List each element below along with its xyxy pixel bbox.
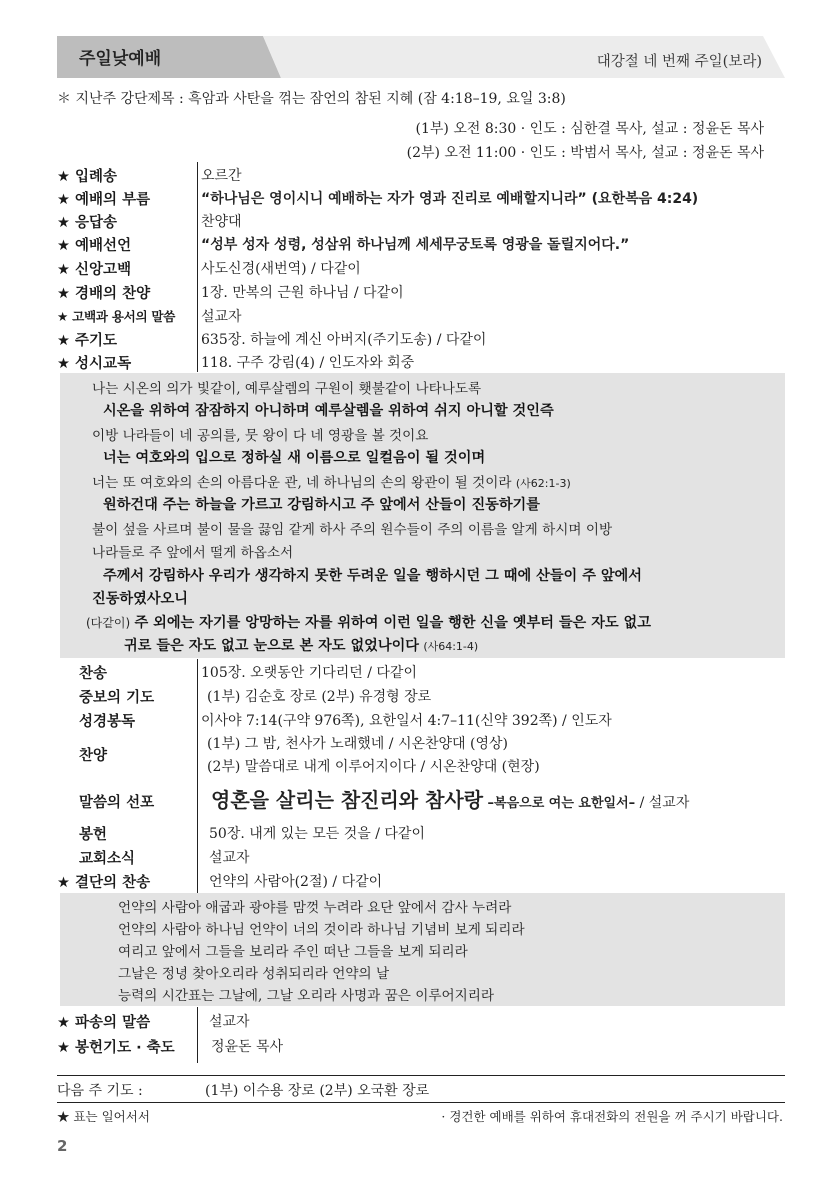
divider-line xyxy=(197,1007,198,1063)
reading-line: 귀로 들은 자도 없고 눈으로 본 자도 없었나이다 (사64:1-4) xyxy=(124,638,479,654)
reading-line: 원하건대 주는 하늘을 가르고 강림하시고 주 앞에서 산들이 진동하기를 xyxy=(103,497,540,513)
divider-line xyxy=(197,162,198,372)
order-value: 설교자 xyxy=(209,850,250,866)
order-value: 50장. 내게 있는 모든 것을 / 다같이 xyxy=(209,826,425,842)
order-label: ★ 예배선언 xyxy=(57,238,132,254)
reading-line: 나라들로 주 앞에서 떨게 하옵소서 xyxy=(92,545,294,561)
order-value: “성부 성자 성령, 성삼위 하나님께 세세무궁토록 영광을 돌릴지어다.” xyxy=(201,237,630,253)
last-week-sermon: ＊ 지난주 강단제목 : 흑암과 사탄을 꺾는 잠언의 참된 지혜 (잠 4:18–19, 요일 3:8) xyxy=(57,91,566,107)
section-title: 주일낮예배 xyxy=(79,49,162,69)
phone-note: · 경건한 예배를 위하여 휴대전화의 전원을 꺼 주시기 바랍니다. xyxy=(441,1109,783,1124)
order-label: 찬송 xyxy=(79,666,108,682)
reading-line: 너는 여호와의 입으로 정하실 새 이름으로 일컬음이 될 것이며 xyxy=(103,450,486,466)
order-value: (1부) 그 밤, 천사가 노래했네 / 시온찬양대 (영상) xyxy=(207,736,508,752)
order-label: 봉헌 xyxy=(79,827,108,843)
order-value: 찬양대 xyxy=(201,214,242,230)
order-value: 오르간 xyxy=(201,168,242,184)
order-value: “하나님은 영이시니 예배하는 자가 영과 진리로 예배할지니라” (요한복음 4:24) xyxy=(201,191,699,207)
lyric-line: 언약의 사람아 애굽과 광야를 맘껏 누려라 요단 앞에서 감사 누려라 xyxy=(118,900,512,916)
reading-line: 나는 시온의 의가 빛같이, 예루살렘의 구원이 횃불같이 나타나도록 xyxy=(92,381,482,397)
page-number: 2 xyxy=(57,1137,68,1155)
order-value: 635장. 하늘에 계신 아버지(주기도송) / 다같이 xyxy=(201,332,487,348)
order-value: (2부) 말씀대로 내게 이루어지이다 / 시온찬양대 (현장) xyxy=(207,759,540,775)
order-value: 설교자 xyxy=(201,309,242,325)
lyric-line: 능력의 시간표는 그날에, 그날 오리라 사명과 꿈은 이루어지리라 xyxy=(118,988,494,1004)
order-label: ★ 주기도 xyxy=(57,333,118,349)
order-label: 말씀의 선포 xyxy=(79,795,155,811)
lyric-line: 그날은 정녕 찾아오리라 성취되리라 언약의 날 xyxy=(118,966,390,982)
order-label: ★ 경배의 찬양 xyxy=(57,286,151,302)
footer-rule xyxy=(57,1075,785,1076)
service-2: (2부) 오전 11:00 · 인도 : 박범서 목사, 설교 : 정윤돈 목사 xyxy=(406,145,764,161)
order-label: ★ 예배의 부름 xyxy=(57,192,151,208)
order-value: (1부) 김순호 장로 (2부) 유경형 장로 xyxy=(207,689,432,705)
order-value: 이사야 7:14(구약 976쪽), 요한일서 4:7–11(신약 392쪽) / 인도자 xyxy=(201,713,612,729)
order-label: ★ 봉헌기도 · 축도 xyxy=(57,1040,175,1056)
order-value: 105장. 오랫동안 기다리던 / 다같이 xyxy=(201,665,417,681)
reading-line: 이방 나라들이 네 공의를, 뭇 왕이 다 네 영광을 볼 것이요 xyxy=(92,428,429,444)
order-label: 성경봉독 xyxy=(79,714,136,730)
next-prayer-label: 다음 주 기도 : xyxy=(57,1083,143,1099)
reading-line: 너는 또 여호와의 손의 아름다운 관, 네 하나님의 손의 왕관이 될 것이라 (사62:1-3) xyxy=(92,475,571,491)
header-subtitle: 대강절 네 번째 주일(보라) xyxy=(596,54,762,70)
order-label: ★ 고백과 용서의 말씀 xyxy=(57,309,176,324)
stand-note: ★ 표는 일어서서 xyxy=(57,1109,150,1124)
lyric-line: 여리고 앞에서 그들을 보리라 주인 떠난 그들을 보게 되리라 xyxy=(118,944,468,960)
order-value: 1장. 만복의 근원 하나님 / 다같이 xyxy=(201,285,404,301)
order-value: 언약의 사람아(2절) / 다같이 xyxy=(209,874,383,890)
order-label: ★ 신앙고백 xyxy=(57,262,132,278)
service-1: (1부) 오전 8:30 · 인도 : 심한결 목사, 설교 : 정윤돈 목사 xyxy=(415,121,764,137)
order-value: 118. 구주 강림(4) / 인도자와 회중 xyxy=(201,355,415,371)
order-value: 설교자 xyxy=(209,1014,250,1030)
reading-line: 주께서 강림하사 우리가 생각하지 못한 두려운 일을 행하시던 그 때에 산들이 주 앞에서 xyxy=(103,568,642,584)
order-label: ★ 응답송 xyxy=(57,215,118,231)
lyric-line: 언약의 사람아 하나님 언약이 너의 것이라 하나님 기념비 보게 되리라 xyxy=(118,922,525,938)
order-value: 사도신경(새번역) / 다같이 xyxy=(201,261,361,277)
order-label: ★ 파송의 말씀 xyxy=(57,1015,151,1031)
next-prayer-value: (1부) 이수용 장로 (2부) 오국환 장로 xyxy=(205,1083,430,1099)
reading-line: 불이 섶을 사르며 불이 물을 끓임 같게 하사 주의 원수들이 주의 이름을 알게 하시며 이방 xyxy=(92,522,613,538)
order-label: ★ 결단의 찬송 xyxy=(57,875,151,891)
reading-line: (다같이) 주 외에는 자기를 앙망하는 자를 위하여 이런 일을 행한 신을 옛부터 들은 자도 없고 xyxy=(86,615,651,631)
footer-rule xyxy=(57,1102,785,1103)
reading-line: 시온을 위하여 잠잠하지 아니하며 예루살렘을 위하여 쉬지 아니할 것인즉 xyxy=(103,403,554,419)
divider-line xyxy=(197,659,198,893)
sermon-title: 영혼을 살리는 참진리와 참사랑 –복음으로 여는 요한일서– / 설교자 xyxy=(211,788,690,812)
reading-line: 진동하였사오니 xyxy=(92,591,188,607)
order-label: 찬양 xyxy=(79,748,108,764)
order-value: 정윤돈 목사 xyxy=(211,1039,284,1055)
order-label: ★ 성시교독 xyxy=(57,356,132,372)
order-label: 중보의 기도 xyxy=(79,690,155,706)
order-label: ★ 입례송 xyxy=(57,169,118,185)
order-label: 교회소식 xyxy=(79,851,136,867)
